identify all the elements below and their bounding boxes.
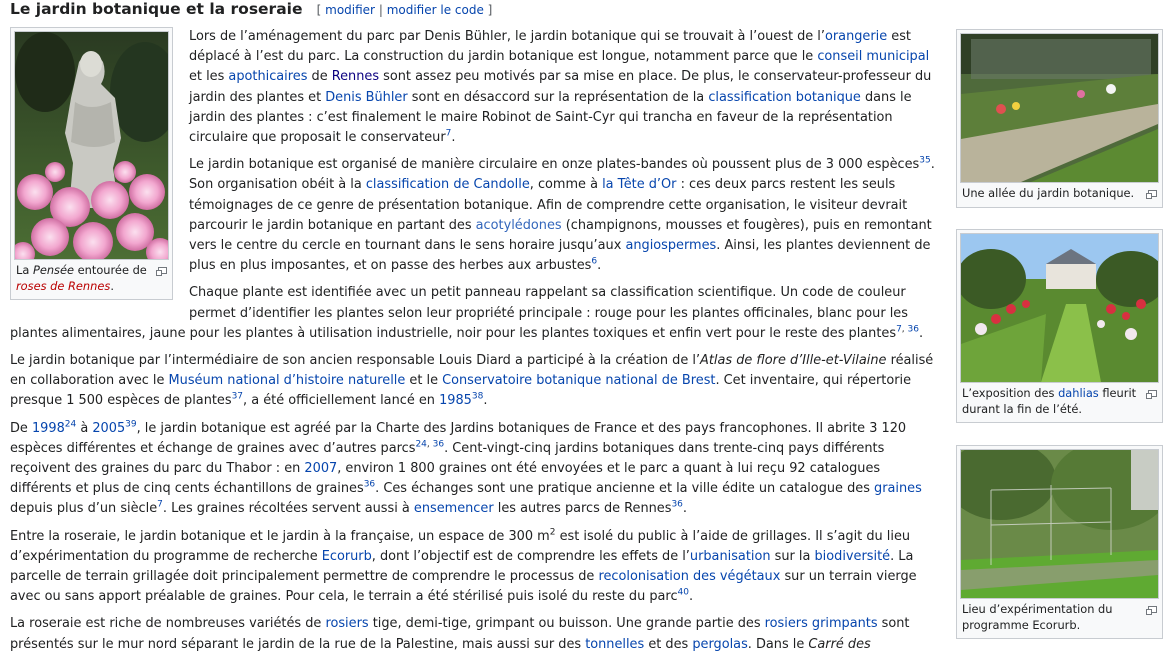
reference-link[interactable]: 24 xyxy=(64,419,77,430)
image-ecorurb-parcelle[interactable] xyxy=(960,449,1159,599)
orangerie-link[interactable]: orangerie xyxy=(824,29,888,44)
year-2005-link[interactable]: 2005 xyxy=(92,420,126,436)
text: sont en désaccord sur la représentation de la xyxy=(407,89,709,105)
figure-ecorurb xyxy=(956,445,1163,639)
recolonisation-link[interactable]: recolonisation des végétaux xyxy=(598,569,781,585)
article-content xyxy=(10,27,945,662)
text: . Cent-vingt-cinq jardins botaniques dans trente-cinq pays différents reçoivent des graines du parc du Thabor : en xyxy=(10,440,885,477)
text: , environ 1 800 graines ont été envoyées et le parc a quant à lui reçu 92 catalogues différents et plus de cinq cents échantillons de graines xyxy=(10,461,881,497)
reference-link[interactable]: 36 xyxy=(907,324,919,335)
ref-separator: , xyxy=(426,439,430,450)
reference-link[interactable]: 40 xyxy=(677,587,689,598)
separator: | xyxy=(378,3,383,17)
text: sur la xyxy=(770,548,815,564)
classification-botanique-link[interactable]: classification botanique xyxy=(708,89,861,105)
reference-link[interactable]: 7 xyxy=(445,128,452,139)
angiospermes-link[interactable]: angiospermes xyxy=(625,238,717,254)
text: . xyxy=(689,589,694,605)
biodiversite-link[interactable]: biodiversité xyxy=(814,548,891,564)
text: Le jardin botanique est organisé de manière circulaire en onze plates-bandes où poussent plus de 3 000 espèces xyxy=(189,157,920,173)
caption-text: L’exposition des xyxy=(962,386,1059,400)
pergolas-link[interactable]: pergolas xyxy=(692,636,748,652)
text: . xyxy=(919,325,924,341)
text: réalisé en collaboration avec le xyxy=(10,353,934,389)
text: , le jardin botanique est agréé par la Charte des Jardins botaniques de France et des pays francophones. Il abrite 3 120 espèces différentes et échange de graines avec d’autres parcs xyxy=(10,420,907,456)
image-allee-jardin[interactable] xyxy=(960,33,1159,183)
tete-dor-link[interactable]: la Tête d’Or xyxy=(602,177,677,193)
museum-link[interactable]: Muséum national d’histoire naturelle xyxy=(168,373,406,389)
reference-link[interactable]: 39 xyxy=(125,419,137,430)
text: . Cet inventaire, qui répertorie presque 1 500 espèces de plantes xyxy=(10,373,912,409)
bracket-close: ] xyxy=(487,3,493,17)
text: sont présentés sur le mur nord séparant le jardin de la rue de la Palestine, mais aussi sur des xyxy=(10,616,910,652)
text: . Ainsi, les plantes deviennent de plus en plus imposantes, et on passe des herbes aux arbustes xyxy=(189,238,931,274)
text: . Dans le xyxy=(747,636,809,652)
conservatoire-brest-link[interactable]: Conservatoire botanique national de Brest xyxy=(442,373,716,389)
reference-link[interactable]: 36 xyxy=(432,439,445,450)
allee-photo xyxy=(961,34,1158,182)
denis-buhler-link[interactable]: Denis Bühler xyxy=(325,89,408,105)
text: Lors de l’aménagement du parc par Denis Bühler, le jardin botanique qui se trouvait à l’ouest de l’ xyxy=(189,29,825,44)
carre-des-text: Carré des xyxy=(808,636,871,652)
conseil-municipal-link[interactable]: conseil municipal xyxy=(817,49,930,65)
ref-separator: , xyxy=(901,324,905,335)
paragraph-4 xyxy=(10,351,945,412)
bracket-open: [ xyxy=(316,3,322,17)
dahlias-link[interactable]: dahlias xyxy=(1058,386,1099,400)
edit-link[interactable]: modifier xyxy=(325,3,375,17)
caption-text: entourée de xyxy=(74,263,147,277)
text: . Son organisation obéit à la xyxy=(189,157,935,193)
reference-link[interactable]: 7 xyxy=(157,500,163,511)
text: et les xyxy=(189,69,229,85)
atlas-title: Atlas de flore d’Ille-et-Vilaine xyxy=(700,353,887,369)
figure-allee xyxy=(956,29,1163,208)
acotyledones-link[interactable]: acotylédones xyxy=(475,217,562,233)
year-1985-link[interactable]: 1985 xyxy=(439,393,472,409)
figure-pensee xyxy=(10,27,173,300)
figure-caption xyxy=(960,383,1159,419)
text: de xyxy=(307,69,332,85)
statue-roses-photo xyxy=(15,32,168,259)
text: est isolé du public à l’aide de grillages. Il s’agit du lieu d’expérimentation du programme de recherche xyxy=(10,528,911,564)
text: les autres parcs de Rennes xyxy=(493,501,672,517)
caption-emphasis: Pensée xyxy=(32,263,74,277)
text: . xyxy=(451,130,456,146)
section-heading xyxy=(10,0,1160,22)
year-1998-link[interactable]: 1998 xyxy=(31,420,65,436)
text: . xyxy=(483,393,488,409)
enlarge-icon[interactable] xyxy=(1146,604,1157,620)
text: depuis plus d’un siècle xyxy=(10,501,158,517)
superscript: 2 xyxy=(549,527,556,538)
figure-caption xyxy=(960,599,1159,635)
year-2007-link[interactable]: 2007 xyxy=(304,461,338,477)
caption-text: fleurit durant la fin de l’été. xyxy=(962,386,1137,416)
text: . Les graines récoltées servent aussi à xyxy=(162,501,414,517)
roses-de-rennes-link[interactable]: roses de Rennes xyxy=(16,278,111,293)
caption-text: Lieu d’expérimentation du programme Ecorurb. xyxy=(962,602,1113,632)
apothicaires-link[interactable]: apothicaires xyxy=(228,69,308,85)
text: sur un terrain vierge avec ou sans apport préalable de graines. Pour cela, le terrain a été stérilisé puis isolé du reste du parc xyxy=(10,569,917,605)
reference-link[interactable]: 6 xyxy=(591,256,598,267)
text: dans le jardin des plantes : c’est finalement le maire Robinot de Saint-Cyr qui trancha en faveur de la représentation circulaire que proposait le conservateur xyxy=(189,89,912,146)
figure-dahlias xyxy=(956,229,1163,423)
ecorurb-photo xyxy=(961,450,1158,598)
text: et le xyxy=(405,373,443,389)
rosiers-link[interactable]: rosiers xyxy=(325,616,369,632)
text: Entre la roseraie, le jardin botanique et le jardin à la française, un espace de 300 m xyxy=(10,528,550,544)
paragraph-7 xyxy=(10,614,945,654)
text: et des xyxy=(644,636,693,652)
text: La roseraie est riche de nombreuses variétés de xyxy=(10,616,326,632)
text: Le jardin botanique par l’intermédiaire de son ancien responsable Louis Diard a participé à la création de l’ xyxy=(10,353,701,369)
tonnelles-link[interactable]: tonnelles xyxy=(585,636,645,652)
caption-text: Une allée du jardin botanique. xyxy=(962,186,1135,200)
section-title: Le jardin botanique et la roseraie xyxy=(10,0,303,18)
reference-link[interactable]: 35 xyxy=(919,155,931,166)
ecorurb-link[interactable]: Ecorurb xyxy=(321,548,372,564)
reference-link[interactable]: 38 xyxy=(471,392,484,403)
graines-link[interactable]: graines xyxy=(874,481,922,497)
dahlias-photo xyxy=(961,234,1158,382)
text: sont assez peu motivés par sa mise en place. De plus, le conservateur-professeur du jardin des plantes et xyxy=(189,69,932,105)
reference-link[interactable]: 7 xyxy=(896,324,902,335)
text: tige, demi-tige, grimpant ou buisson. Une grande partie des xyxy=(368,616,765,632)
reference-link[interactable]: 36 xyxy=(363,479,376,490)
text: à xyxy=(76,420,93,436)
text: . Ces échanges sont une pratique ancienne et la ville édite un catalogue des xyxy=(375,481,875,497)
text: , a été officiellement lancé en xyxy=(243,393,440,409)
image-statue-pensee[interactable] xyxy=(14,31,169,260)
text: Chaque plante est identifiée avec un petit panneau rappelant sa classification scientifique. Un code de couleur permet d’identifier les plantes selon leur propriété principale : rouge pour les plantes officinales, blanc pour les plantes alimentaires, jaune pour les plantes à utilisation industrielle, noir pour les plantes toxiques et enfin vert pour le reste des plantes xyxy=(10,285,908,341)
text: . La parcelle de terrain grillagée doit principalement permettre de comprendre le processus de xyxy=(10,548,914,585)
text: . xyxy=(597,258,602,274)
reference-link[interactable]: 36 xyxy=(671,500,683,511)
reference-link[interactable]: 37 xyxy=(231,392,244,403)
rosiers-grimpants-link[interactable]: rosiers grimpants xyxy=(764,616,878,632)
ensemencer-link[interactable]: ensemencer xyxy=(413,501,494,517)
caption-text: . xyxy=(110,278,114,293)
enlarge-icon[interactable] xyxy=(1146,388,1157,404)
enlarge-icon[interactable] xyxy=(156,265,167,281)
paragraph-5 xyxy=(10,419,945,520)
paragraph-6 xyxy=(10,527,945,608)
urbanisation-link[interactable]: urbanisation xyxy=(689,548,771,564)
enlarge-icon[interactable] xyxy=(1146,188,1157,204)
rennes-link[interactable]: Rennes xyxy=(331,69,380,85)
classification-candolle-link[interactable]: classification de Candolle xyxy=(365,177,530,193)
text: , dont l’objectif est de comprendre les effets de l’ xyxy=(371,548,690,564)
reference-link[interactable]: 24 xyxy=(415,439,427,450)
text: . xyxy=(682,501,688,517)
text: De xyxy=(10,420,32,436)
text: est déplacé à l’est du parc. La construction du jardin botanique est longue, notamment parce que le xyxy=(189,29,911,65)
caption-text: La xyxy=(16,263,33,277)
text: : ces deux parcs restent les seuls témoignages de ce genre de présentation botanique. Afin de comprendre cette organisation, le visiteur devrait parcourir le jardin botanique en partant des xyxy=(189,177,908,233)
text: (champignons, mousses et fougères), puis en remontant vers le centre du cercle en tournant dans le sens horaire jusqu’aux xyxy=(189,217,932,254)
text: , comme à xyxy=(529,177,603,193)
edit-section-links xyxy=(317,3,493,17)
edit-code-link[interactable]: modifier le code xyxy=(386,3,484,17)
image-exposition-dahlias[interactable] xyxy=(960,233,1159,383)
figure-caption xyxy=(14,260,169,296)
figure-caption xyxy=(960,183,1159,204)
